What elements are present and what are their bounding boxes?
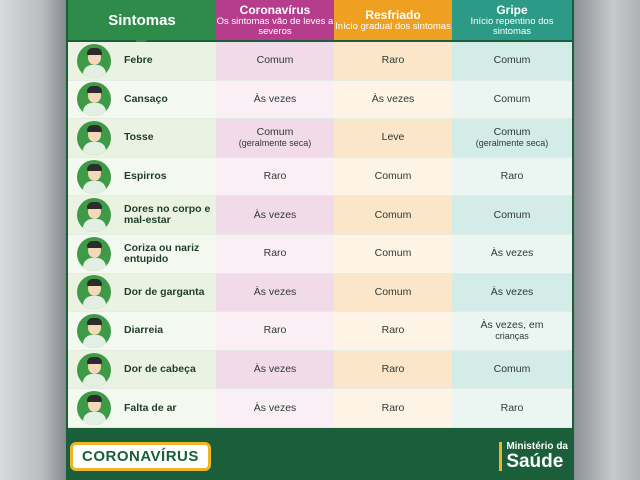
resfriado-value: Comum [334,196,452,234]
person-icon [77,198,111,232]
symptom-name: Febre [120,42,216,80]
resfriado-title: Resfriado [365,7,421,22]
gripe-value-text: Às vezes [490,285,534,298]
person-icon [77,237,111,271]
person-icon [77,314,111,348]
table-row [68,235,572,274]
gripe-value [452,196,572,234]
table-row [68,274,572,313]
coronavirus-value-text: Às vezes [253,363,297,376]
gripe-value [452,235,572,273]
symptom-icon-cell [68,119,120,157]
gripe-value [452,81,572,119]
background-left [0,0,70,480]
table-body [68,42,572,428]
coronavirus-value [216,119,334,157]
person-icon [77,353,111,387]
coronavirus-value [216,158,334,196]
coronavirus-value-text: Às vezes [253,92,297,105]
coronavirus-value [216,274,334,312]
symptom-icon-cell [68,196,120,234]
person-icon [77,160,111,194]
gripe-value-text: Comum [493,92,531,105]
gripe-value [452,119,572,157]
gripe-header [452,0,572,40]
person-icon [77,121,111,155]
coronavirus-value-text: Às vezes [253,208,297,221]
ministry-line2: Saúde [506,450,564,472]
gripe-value-text: Comum [493,363,531,376]
coronavirus-value-text: Às vezes [253,285,297,298]
person-icon [77,275,111,309]
gripe-value [452,42,572,80]
gripe-value [452,312,572,350]
gripe-title: Gripe [496,2,528,17]
symptom-name: Dores no corpo e mal-estar [120,196,216,234]
gripe-value-text: Às vezes, em [480,318,544,331]
table-row [68,389,572,428]
coronavirus-value-text: Às vezes [253,401,297,414]
gripe-value-text: Comum [493,208,531,221]
footer [68,432,572,480]
table-row [68,158,572,197]
resfriado-value: Às vezes [334,81,452,119]
symptom-name: Cansaço [120,81,216,119]
gripe-value [452,389,572,427]
gripe-value-text: Raro [500,170,524,183]
coronavirus-subtitle: Os sintomas vão de leves a severos [216,15,334,37]
symptom-icon-cell [68,42,120,80]
coronavirus-value [216,42,334,80]
coronavirus-value-text: Raro [263,247,287,260]
gripe-value [452,351,572,389]
table-row [68,81,572,120]
resfriado-value: Raro [334,42,452,80]
gripe-value-note: (geralmente seca) [475,137,549,148]
table-row [68,196,572,235]
table-row [68,119,572,158]
table-row [68,42,572,81]
symptom-name: Espirros [120,158,216,196]
symptom-name: Falta de ar [120,389,216,427]
coronavirus-value [216,351,334,389]
resfriado-header [334,0,452,40]
symptom-name: Tosse [120,119,216,157]
resfriado-value: Comum [334,274,452,312]
gripe-value [452,158,572,196]
coronavirus-value-text: Raro [263,170,287,183]
coronavirus-value-text: Raro [263,324,287,337]
gripe-value-note: crianças [495,330,529,341]
symptom-icon-cell [68,389,120,427]
symptom-name: Dor de cabeça [120,351,216,389]
coronavirus-value [216,389,334,427]
resfriado-subtitle: Início gradual dos sintomas [335,20,451,32]
symptoms-header: Sintomas [68,0,216,40]
gripe-value-text: Raro [500,401,524,414]
resfriado-value: Raro [334,389,452,427]
gripe-value [452,274,572,312]
coronavirus-value [216,312,334,350]
resfriado-value: Leve [334,119,452,157]
ministry-logo [499,442,568,471]
symptom-name: Coriza ou nariz entupido [120,235,216,273]
coronavirus-value [216,81,334,119]
symptom-name: Dor de garganta [120,274,216,312]
gripe-subtitle: Início repentino dos sintomas [470,15,554,37]
coronavirus-header [216,0,334,40]
background-right [572,0,640,480]
coronavirus-badge: CORONAVÍRUS [70,442,211,471]
coronavirus-value [216,196,334,234]
gripe-value-text: Comum [493,125,531,138]
person-icon [77,82,111,116]
symptom-icon-cell [68,274,120,312]
coronavirus-value-text: Comum [256,54,294,67]
resfriado-value: Raro [334,351,452,389]
table-row [68,312,572,351]
coronavirus-value-note: (geralmente seca) [238,137,312,148]
symptom-name: Diarreia [120,312,216,350]
symptom-icon-cell [68,351,120,389]
symptom-icon-cell [68,81,120,119]
coronavirus-value [216,235,334,273]
table-header [68,0,572,40]
coronavirus-title: Coronavírus [239,2,311,17]
resfriado-value: Comum [334,158,452,196]
symptoms-table-card [66,0,574,480]
symptom-icon-cell [68,312,120,350]
gripe-value-text: Às vezes [490,247,534,260]
logo-bar [499,442,502,471]
person-icon [77,391,111,425]
symptom-icon-cell [68,158,120,196]
table-row [68,351,572,390]
gripe-value-text: Comum [493,54,531,67]
resfriado-value: Comum [334,235,452,273]
coronavirus-value-text: Comum [256,125,294,138]
person-icon [77,44,111,78]
symptom-icon-cell [68,235,120,273]
ministry-line1: Ministério da [506,440,568,452]
resfriado-value: Raro [334,312,452,350]
